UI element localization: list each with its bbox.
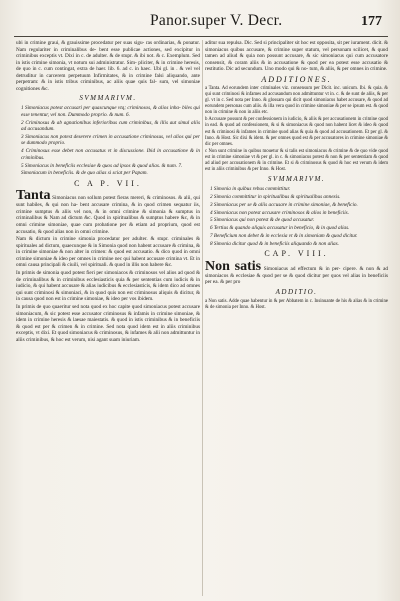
summarium-item: 5 Simoniacus in beneficiis ecclesiae & quos ad ipsos & quod alias. & num. 7. xyxy=(21,162,183,169)
left-column xyxy=(16,40,200,596)
chapter-lead-text: Simoniacus non sollum potest fieras mereri, & criminosos. & alii, qui sunt habiles, & qui non ha- bent accusare crimina, & in quod crimen sequatur iis, crimine sumptus & aliis vel non, & in omni crimine & simonia & sumptus in criminalibus & Nam ad dictum &c. Quod in spiritualibus & sumptus habere &c, & in omni crimine simoniae, quae cum probatione per & etiam ad proprium, quod est accusatio, & quod alias non in omni crimine. xyxy=(16,195,200,235)
left-chapter-label: C A P. VII. xyxy=(74,178,142,188)
folio-number: 177 xyxy=(361,14,382,29)
summarium-item: 2 Criminosus & ab agnationibus inferioribus cum criminibus, & illis aut simul aliis ad accusandum. xyxy=(21,119,200,133)
addition-c: c Non sunt crimine in quibus mouetur & si talis est simoniacus & crimine & de quo vide quod est in crimine simoniae vt & per gl. in c. & simoniacus potest & non & per sententiam & quod ad aliud per accusationem & in crimine. Et si & criminosus & quod & hoc est verum & idem est in aliis criminibus & per Inno. & Host. xyxy=(205,149,388,173)
right-paragraph-1: aditur sua repulsa. Dic. Sed si principaliter sit hoc est opposita, sit per iurament. dicit. & simoniacus quibus accusare, & crimine super statum, vel personam scilicet, & quod tamen ad aliud & quia non possunt accusare, & sic simoniacus qui cum accusatore consensit, & coram aliis & in accusatione & quod per ea potest esse accusatio & restitutio. Dic ad secundum. Uno modo qui & no- tum, & aliis, & per omnes in crimine. xyxy=(205,40,388,73)
addition-b: b Accusare possunt & per confessionem in iudicio, & aliis & per accusationem in crimine quod in ead. & quod ad confessionem, & si & simoniacus & quod non habent licet & ideo & quod est & criminosi & infames in crimine quod alias & quia & quod ad accusationem. Et per gl. & Inno. & Host. Sic dixi & idem. & per omnes quod est & per accusatores in crimine simoniae & dic per omnes. xyxy=(205,117,388,147)
right-chapter-opening xyxy=(205,260,388,286)
summarium-item: 1 Simonia in quibus rebus committitur. xyxy=(210,186,291,193)
addition-text: a Non satis. Adde quae habentur in & per Abbatem in c. Insinuante de his & alias & in crimine & de simonia per Inno. & Host. xyxy=(205,298,388,310)
running-title: Panor.super V. Decr. xyxy=(150,12,283,29)
summarium-item: 5 Simoniacus qui non potest & de quod accusatur. xyxy=(210,217,315,224)
left-paragraph-1: ubi in crimine graui, & grauissime procedatur per suas sigu- ras ordinarias, & ponatur. Nam regulariter in criminalibus de- bent esse publicae actiones, sed excipitur in criminibus exceptis vt. Dixi in c. de adulter. & de stupr. & ibi not. & c. Exemplum. Sed in istis crimine simonia, vt notum sui administratur. Sim- pliciter, & in crimine heresis, de quo in c. cum contingat, extra de haer. lib. 6. ad c. in haec. Ubi gl. in . & vel vel detruditur in carcerem perpetuum Infirmitates, & in crimine falsi aliquando, ante perpetram: & in istis tribus criminibus, ac aliis quae quis fal- sum, vel simoniae cognitiones &c. xyxy=(16,40,200,92)
additiones-heading: ADDITIONES. xyxy=(261,74,332,84)
summarium-item: 4 Criminosus esse debet non accusatus vt in discussione. Ibid in accusatione & in criminibus. xyxy=(21,148,200,161)
running-header xyxy=(0,12,400,34)
left-paragraph-4: In primis de quo quaeritur sed nota quod ex hoc capite quod simoniacus potest accusare simoniacum, & sic potest esse accusator criminosus & infamis in crimine simoniae, & idem in crimine heresis & laesae maiestatis. & quod in istis criminibus & in beneficiis & quod est per & crimen & in crimine. Sed nota quod idem est in aliis criminibus exceptis, vt dixi. Et quod simoniacus & criminosus, & infames & alii non admittuntur in aliis criminibus, & hoc est verum, nisi agant suam iniuriam. xyxy=(16,304,200,343)
left-summarium-heading: SVMMARIVM. xyxy=(79,94,137,103)
chapter-lead-word: Non satis xyxy=(205,258,262,274)
addition-heading: ADDITIO. xyxy=(275,287,318,296)
summarium-item: 6 Tertius & quando aliquis accusatur in beneficio, & in quod alias. xyxy=(210,225,350,232)
left-summarium-list xyxy=(16,105,200,176)
summarium-item: 1 Simoniacus potest accusari per quascunque vtq; criminosos, & alios inha- biles qui esse tenentur, vel non. Dummodo proprio. & num. 6. xyxy=(21,105,200,118)
right-summarium-list xyxy=(205,186,388,247)
column-divider xyxy=(202,40,203,596)
addition-a: a Tanta. Ad eorundem inter criminales viz. consensum per Dicit. inc. unicum. Ibi. & quia. & qui sunt criminosi & infames ad accusandum non admittuntur vt in. c. & de sunt de aliis, & per gl. vt in c. Sed nota per Inno. & glossam qui dicit quod simoniacus habet accusare, & quod ad eorundem personas cum aliis. & illa vera quod in crimine simoniae & per se ipsum est. & quod non in crimine & non in aliis etc. xyxy=(205,85,388,116)
right-chapter-label: CAP. VIII. xyxy=(264,249,329,259)
chapter-lead-text: Simoniacus ad effectum & in per- cipere. & non & ad simoniacos & ecclesiae & quod per se & quod dicitur per quos vel alias in beneficiis per ea. & per pro xyxy=(205,265,388,286)
left-paragraph-2: Nam & dictum in crimine simonia procedatur per adulter. & stupr. criminales & spirituales ad dictum, quaecunque & in Simonia quod non habent accusare & crimina, & in crimine simoniae & non alter in crimen: & quod est accusatio. & dico quod in omni crimine simoniae & ideo per omnes in crimine nec qui habent accusare crimina vt. Et in omni causa principali & ciuili, vel spirituali. & quod in illis non habere &c. xyxy=(16,236,200,269)
summarium-item: 2 Simonia committitur in spiritualibus & spiritualibus annexis. xyxy=(210,194,341,201)
right-column xyxy=(205,40,388,596)
chapter-lead-word: Tanta xyxy=(16,188,51,204)
right-summarium-heading: SVMMARIVM. xyxy=(267,175,326,184)
summarium-item: 4 Simoniacus non potest accusare criminosos & alios in beneficiis. xyxy=(210,209,349,216)
summarium-item: 3 Simoniacus non potest deserere crimen in accusatione criminosus, vel alios qui per se dummodo proprio. xyxy=(21,133,200,147)
left-chapter-opening xyxy=(16,189,200,235)
summarium-item: 3 Simoniacus per se & aliis accusare in crimine simoniae, & beneficio. xyxy=(210,201,358,208)
summarium-item: Simoniacum in beneficiis. & de quo alias si sciat per Papam. xyxy=(21,170,148,177)
header-rule xyxy=(14,36,388,37)
summarium-item: 8 Simonia dicitur quod & in beneficiis aliquando & non alias. xyxy=(210,240,339,247)
left-paragraph-3: In primis de simonia quod potest fieri per simoniacos & criminosos vel alios ad quod & de criminalibus & in criminibus ecclesiasticis quia & per sententias cum iudicis & in iudicio, & qui habent accusare & alias iudicibus & ecclesiasticis, & idem dico ad omnes qui sunt criminosi & simoniaci, & in quod quis non est criminosus aliquis & dicitur, & in causa quod non est in crimine simoniae, & ideo per vos ibidem. xyxy=(16,270,200,303)
summarium-item: 7 Beneficium non debet & in ecclesia vt & in simoniam & quod dicitur. xyxy=(210,232,358,239)
